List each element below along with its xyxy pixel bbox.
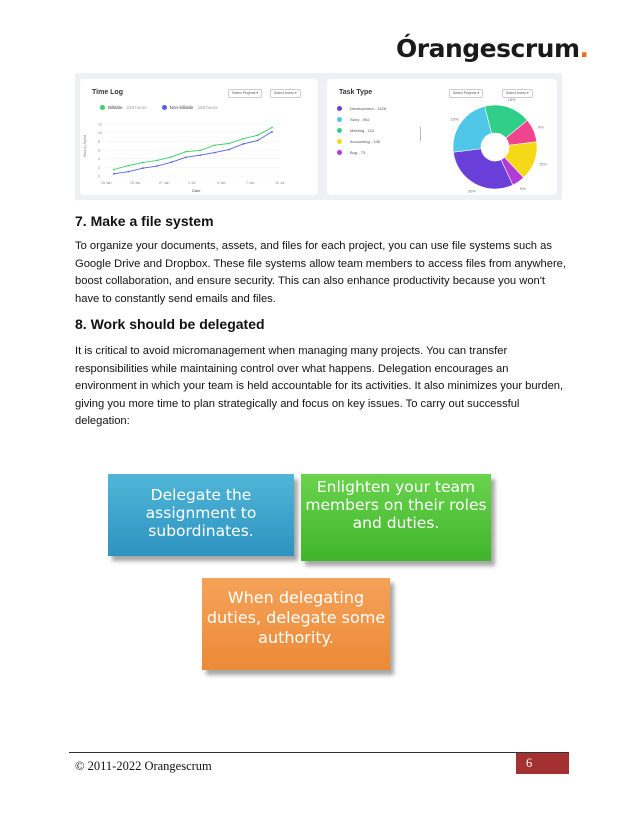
orangescrum-logo: Órangescrum. xyxy=(396,34,589,63)
task-type-select-projects[interactable]: Select Projects ▾ xyxy=(449,89,483,98)
billable-point xyxy=(228,143,230,145)
y-tick-label: 0 xyxy=(98,174,100,179)
billable-point xyxy=(185,151,187,153)
non-billable-point xyxy=(271,131,273,133)
x-tick-label: 10 Jul xyxy=(275,181,285,185)
y-tick-label: 4 xyxy=(98,157,100,162)
slice-label: 30% xyxy=(467,188,476,194)
time-log-legend: Billable 225 hours Non-billable 150 hours xyxy=(100,105,232,110)
non-billable-point xyxy=(113,173,115,175)
billable-point xyxy=(271,127,273,129)
footer-copyright: © 2011-2022 Orangescrum xyxy=(75,759,212,773)
billable-point xyxy=(113,169,115,171)
delegate-assignment-box: Delegate the assignment to subordinates. xyxy=(108,474,294,556)
enlighten-team-box: Enlighten your team members on their roles and duties. xyxy=(301,474,491,561)
non-billable-point xyxy=(228,149,230,151)
y-axis-label: Hour(s) Spent xyxy=(83,135,87,157)
task-type-title: Task Type xyxy=(339,89,373,96)
y-tick-label: 8 xyxy=(98,139,100,144)
section-7-body: To organize your documents, assets, and files for each project, you can use file systems such as Google Drive and Dropbox. These file systems allow team members to access files from anywhere, boost collaboration, and ensure security. This can also enhance productivity because you won't have to constantly send emails and files. xyxy=(75,240,566,305)
footer-divider xyxy=(69,752,569,753)
non-billable-point xyxy=(171,161,173,163)
billable-point xyxy=(142,162,144,164)
section-7-heading: 7. Make a file system xyxy=(75,213,214,229)
legend-item: Meeting - 110 xyxy=(337,128,417,139)
slice-label: 15% xyxy=(539,161,548,167)
section-8-body: It is critical to avoid micromanagement when managing many projects. You can transfer responsibilities while maintaining control over what happens. Delegation encourages an environment in which your team is held accountable for its activities. It also minimizes your burden, giving you more time to plan strategically and focus on key issues. To carry out successful delegation: xyxy=(75,345,564,428)
task-type-select-users[interactable]: Select Users ▾ xyxy=(502,89,533,98)
legend-item: Bug - 73 xyxy=(337,150,417,161)
non-billable-point xyxy=(185,156,187,158)
section-8-heading: 8. Work should be delegated xyxy=(75,316,265,332)
non-billable-point xyxy=(199,154,201,156)
y-tick-label: 6 xyxy=(98,148,100,153)
x-tick-label: 25 Jan xyxy=(130,181,141,185)
legend-item: Development - 1428 xyxy=(337,106,417,117)
page-number: 6 xyxy=(516,753,569,774)
non-billable-point xyxy=(242,143,244,145)
slice-label: 23% xyxy=(450,116,459,122)
donut-slice xyxy=(450,106,492,152)
slice-label: 5% xyxy=(520,185,526,191)
slice-label: 9% xyxy=(537,124,544,130)
x-tick-label: 4 Jan xyxy=(217,181,226,185)
x-tick-label: 27 Jan xyxy=(159,181,170,185)
non-billable-point xyxy=(214,152,216,154)
legend-item: Story - 962 xyxy=(337,117,417,128)
billable-point xyxy=(171,156,173,158)
time-log-select-projects[interactable]: Select Projects ▾ xyxy=(228,89,262,98)
non-billable-point xyxy=(156,165,158,167)
dashboard-screenshot xyxy=(75,73,562,200)
billable-line xyxy=(114,127,272,169)
billable-point xyxy=(199,150,201,152)
time-log-line-chart xyxy=(80,79,318,195)
y-tick-label: 2 xyxy=(98,165,100,170)
time-log-title: Time Log xyxy=(92,89,123,96)
y-tick-label: 10 xyxy=(98,131,102,136)
x-tick-label: 7 Jan xyxy=(246,181,255,185)
slice-label: 18% xyxy=(507,96,516,102)
x-tick-label: 19 Jan xyxy=(101,181,112,185)
legend-item: Accounting - 106 xyxy=(337,139,417,150)
time-log-select-users[interactable]: Select Users ▾ xyxy=(270,89,301,98)
time-log-card xyxy=(80,79,318,195)
billable-point xyxy=(156,160,158,162)
billable-point xyxy=(127,165,129,167)
billable-point xyxy=(257,134,259,136)
non-billable-point xyxy=(127,171,129,173)
task-type-donut-chart xyxy=(327,79,557,195)
non-billable-point xyxy=(142,167,144,169)
task-type-card xyxy=(327,79,557,195)
delegate-authority-box: When delegating duties, delegate some authority. xyxy=(202,578,390,670)
billable-point xyxy=(214,144,216,146)
x-axis-label: Date xyxy=(192,188,201,193)
billable-point xyxy=(242,138,244,140)
x-tick-label: 1 Jul xyxy=(188,181,196,185)
y-tick-label: 12 xyxy=(98,122,102,127)
non-billable-point xyxy=(257,140,259,142)
donut-slice xyxy=(453,149,513,189)
